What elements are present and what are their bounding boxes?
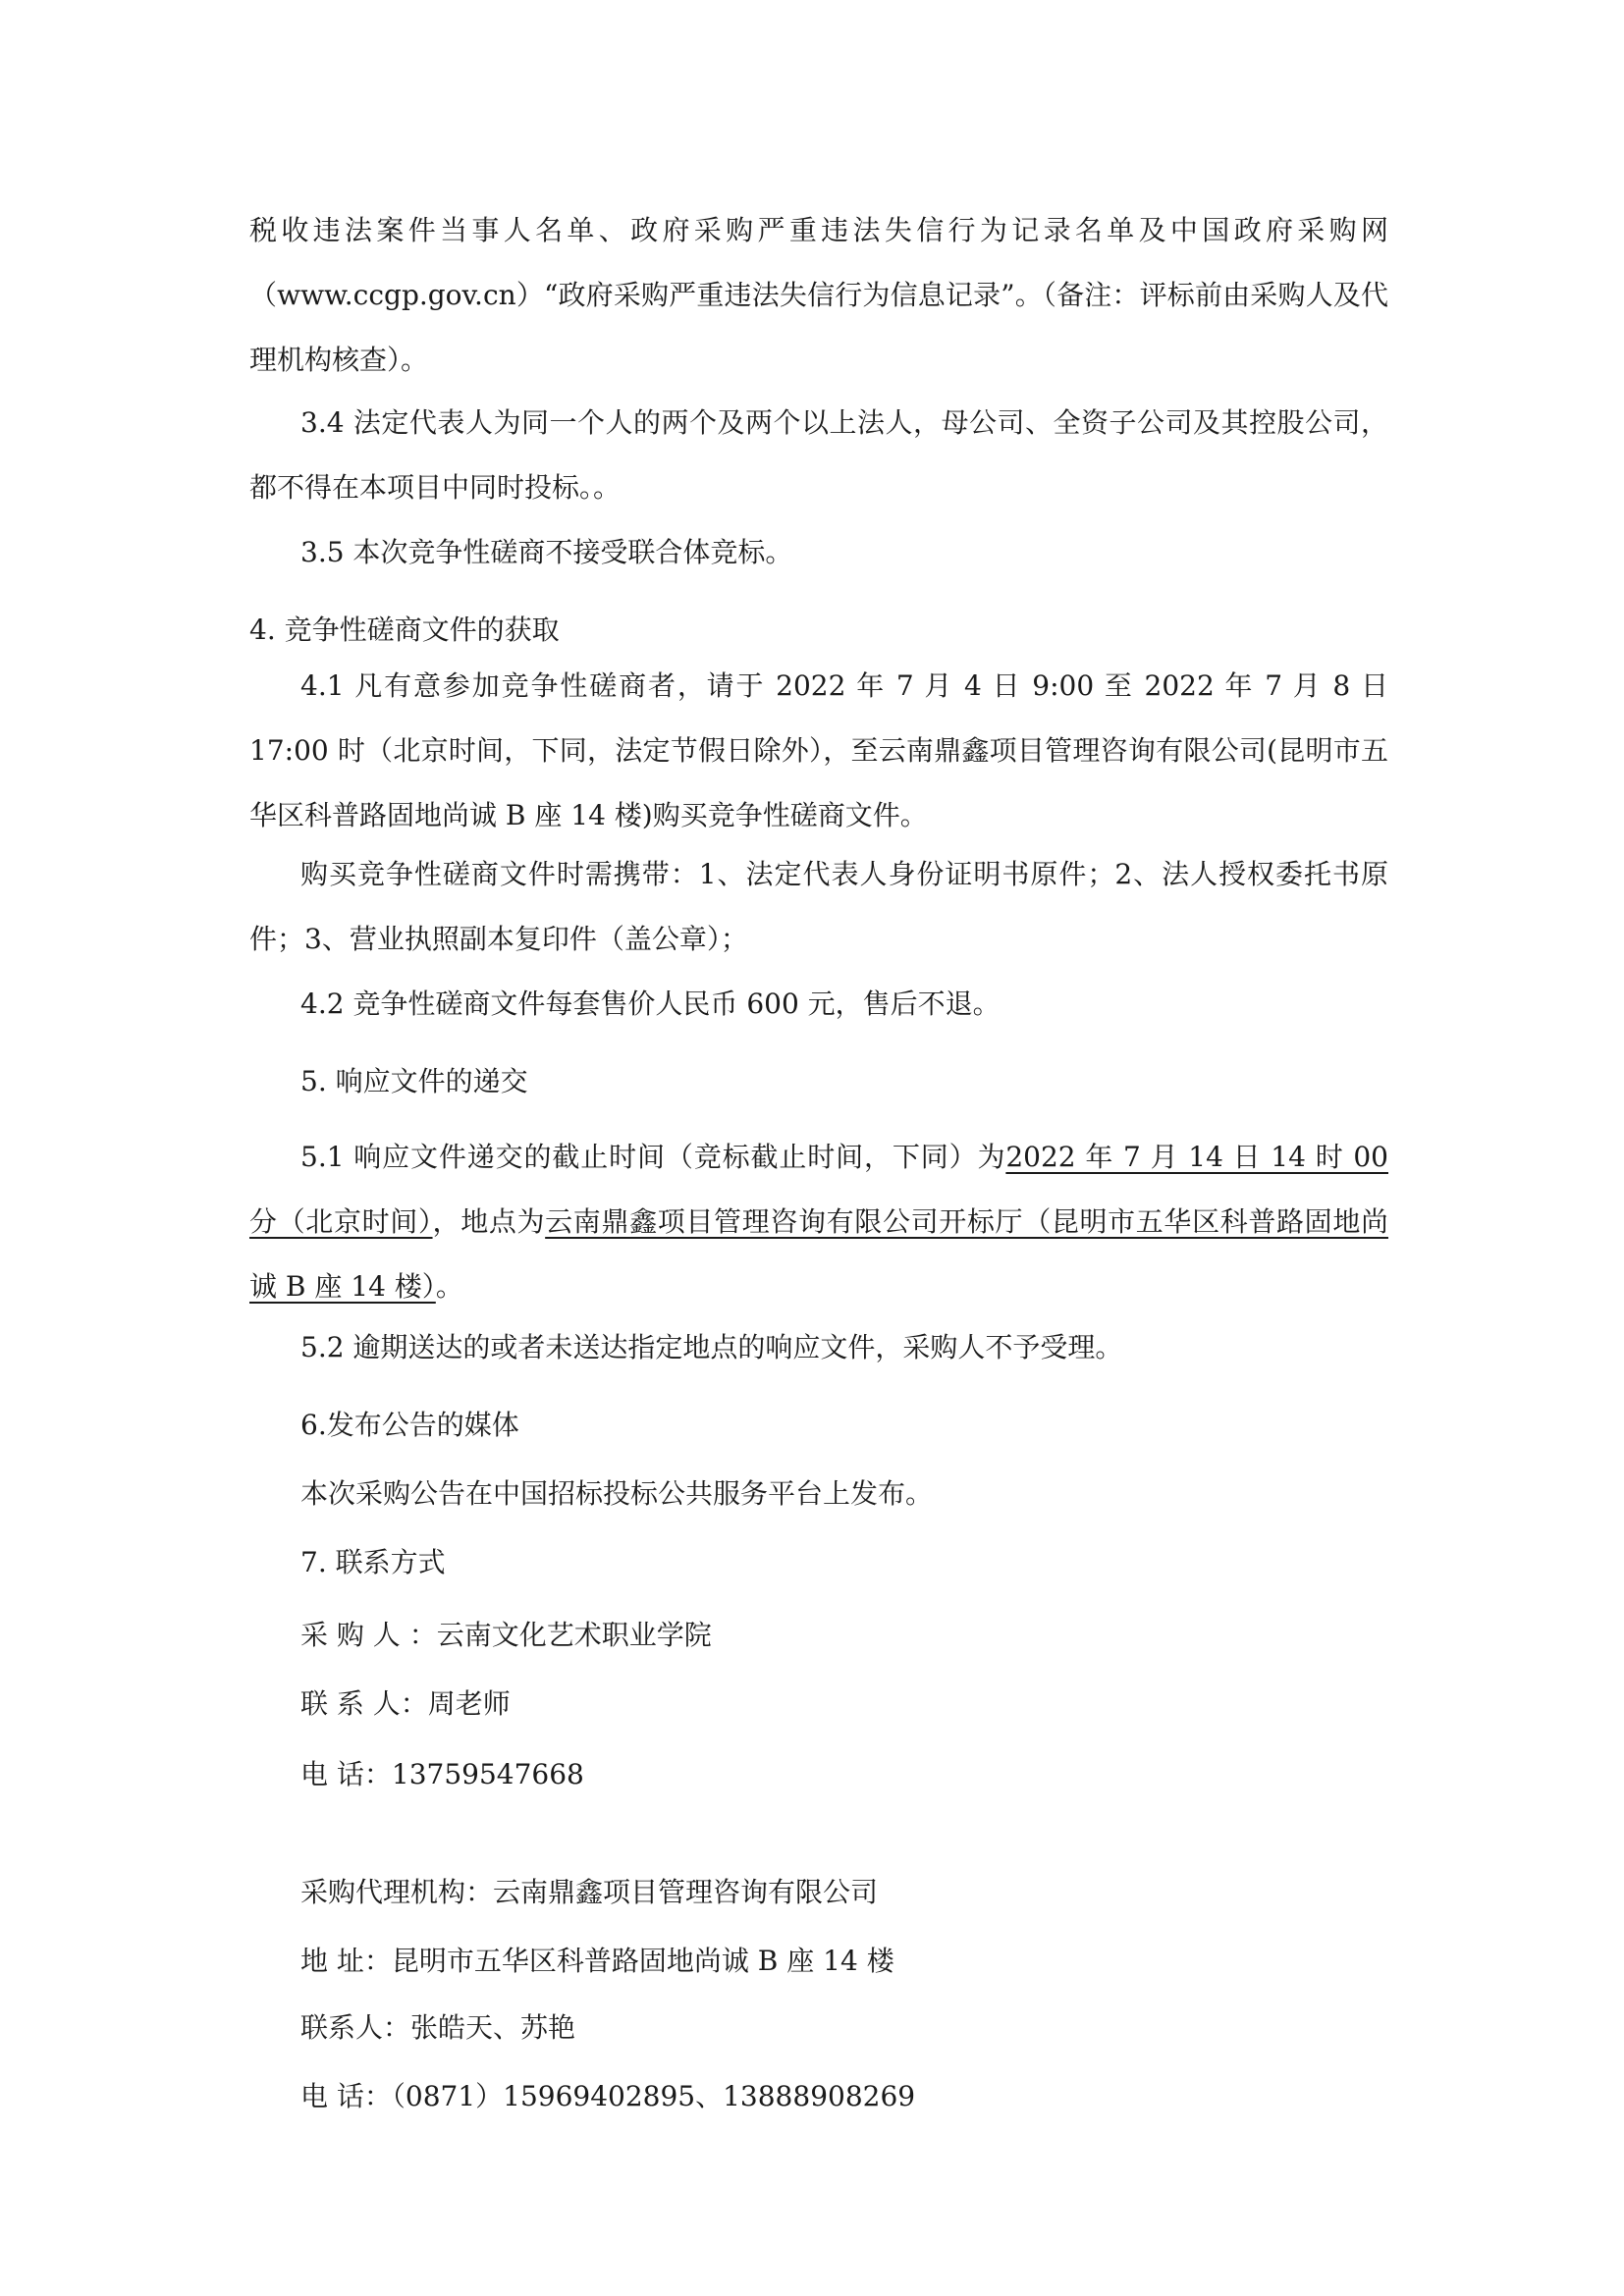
- text-deadline-intro: 5.1 响应文件递交的截止时间（竞标截止时间，下同）为: [300, 1141, 1006, 1173]
- text-period: 。: [435, 1270, 463, 1303]
- paragraph-3-5: 3.5 本次竞争性磋商不接受联合体竞标。: [300, 536, 793, 568]
- contact-agency: 采购代理机构：云南鼎鑫项目管理咨询有限公司: [300, 1876, 879, 1908]
- heading-section-7: 7. 联系方式: [300, 1546, 446, 1578]
- heading-section-6: 6.发布公告的媒体: [300, 1409, 519, 1441]
- paragraph-publish-media: 本次采购公告在中国招标投标公共服务平台上发布。: [300, 1477, 934, 1510]
- contact-buyer-phone: 电 话：13759547668: [300, 1758, 584, 1790]
- paragraph-4-1: 4.1 凡有意参加竞争性磋商者，请于 2022 年 7 月 4 日 9:00 至 2022 年 7 月 8 日 17:00 时（北京时间，下同，法定节假日除外），至云南鼎鑫项目管理咨询有限公司(昆明市五华区科普路固地尚诚 B 座 14 楼)购买竞争性磋商文件。: [249, 669, 1388, 831]
- paragraph-purchase-requirements: 购买竞争性磋商文件时需携带：1、法定代表人身份证明书原件；2、法人授权委托书原件；3、营业执照副本复印件（盖公章）；: [249, 858, 1388, 955]
- contact-agency-address: 地 址：昆明市五华区科普路固地尚诚 B 座 14 楼: [300, 1945, 894, 1977]
- contact-buyer-person: 联 系 人：周老师: [300, 1687, 511, 1720]
- text-bid-opening-location: 云南鼎鑫项目管理咨询有限公司开标厅（昆明市五华区科普路固地尚诚 B 座 14 楼）: [249, 1205, 1388, 1303]
- heading-section-5: 5. 响应文件的递交: [300, 1065, 528, 1097]
- paragraph-3-4: 3.4 法定代表人为同一个人的两个及两个以上法人，母公司、全资子公司及其控股公司，都不得在本项目中同时投标。。: [249, 406, 1388, 504]
- paragraph-blacklist-check: 税收违法案件当事人名单、政府采购严重违法失信行为记录名单及中国政府采购网（www.ccgp.gov.cn）“政府采购严重违法失信行为信息记录”。（备注：评标前由采购人及代理机构核查）。: [249, 214, 1388, 376]
- contact-buyer: 采 购 人 ：云南文化艺术职业学院: [300, 1619, 712, 1651]
- text-location-intro: ，地点为: [432, 1205, 546, 1238]
- paragraph-5-2: 5.2 逾期送达的或者未送达指定地点的响应文件，采购人不予受理。: [300, 1331, 1123, 1363]
- heading-section-4: 4. 竞争性磋商文件的获取: [249, 614, 560, 646]
- paragraph-5-1: [249, 1125, 1388, 1319]
- contact-agency-person: 联系人：张皓天、苏艳: [300, 2011, 576, 2044]
- text-deadline-time: 2022 年 7 月 14 日 14 时 00 分（北京时间）: [249, 1141, 1388, 1238]
- contact-agency-phone: 电 话：（0871）15969402895、13888908269: [300, 2080, 916, 2112]
- paragraph-4-2: 4.2 竞争性磋商文件每套售价人民币 600 元，售后不退。: [300, 988, 1001, 1020]
